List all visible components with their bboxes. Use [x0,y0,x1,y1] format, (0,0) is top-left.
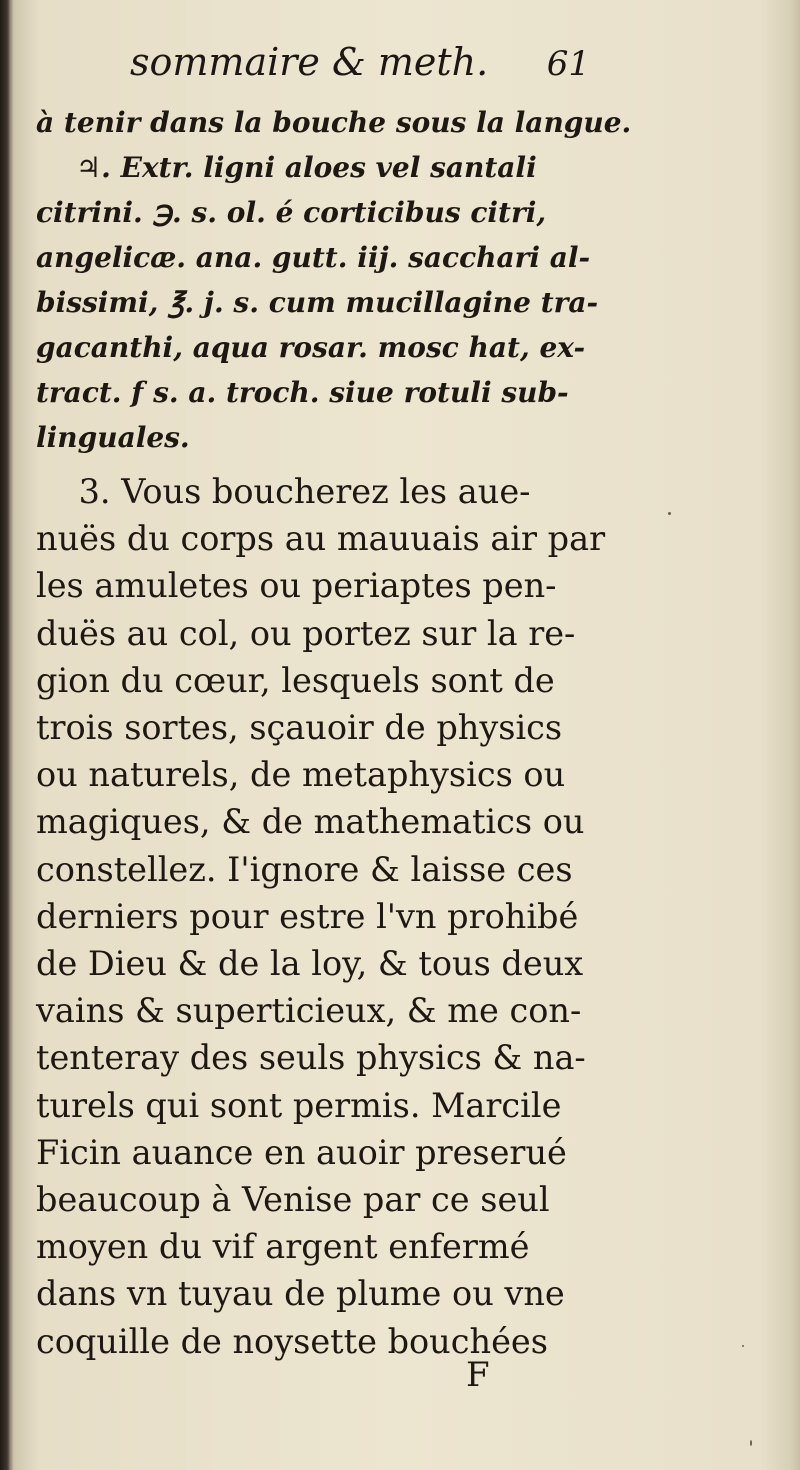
body-line: ou naturels, de metaphysics ou [36,755,566,795]
recipe-line: angelicæ. ana. gutt. iij. sacchari al- [36,241,591,274]
body-line: constellez. I'ignore & laisse ces [36,849,573,889]
binding-gutter [0,0,10,1470]
page-header [130,40,590,100]
body-line: turels qui sont permis. Marcile [36,1085,562,1125]
recipe-line: ♃. Extr. ligni aloes vel santali [76,151,537,184]
body-line: de Dieu & de la loy, & tous deux [36,944,584,984]
body-line: vains & superticieux, & me con- [36,991,582,1031]
recipe-line: citrini. ℈. s. ol. é corticibus citri, [36,196,547,229]
body-line: Ficin auance en auoir preserué [36,1132,567,1172]
recipe-line: bissimi, ℥. j. s. cum mucillagine tra- [36,286,599,319]
body-line: 3. Vous boucherez les aue- [36,472,531,511]
body-paragraph [36,468,606,1365]
body-line: duës au col, ou portez sur la re- [36,613,576,653]
body-line: gion du cœur, lesquels sont de [36,660,555,700]
recipe-line: à tenir dans la bouche sous la langue. [36,106,632,139]
paper-speck [750,1440,752,1446]
body-line: tenteray des seuls physics & na- [36,1038,586,1078]
body-line: magiques, & de mathematics ou [36,802,585,842]
body-line: derniers pour estre l'vn prohibé [36,896,579,936]
body-line: dans vn tuyau de plume ou vne [36,1274,565,1314]
recipe-line: linguales. [36,421,190,454]
page-number: 61 [546,44,590,84]
body-line: coquille de noysette bouchées [36,1321,548,1361]
body-line: trois sortes, sçauoir de physics [36,708,563,748]
running-head: sommaire & meth. [130,40,489,84]
body-line: beaucoup à Venise par ce seul [36,1180,550,1220]
recipe-line: tract. f s. a. troch. siue rotuli sub- [36,376,569,409]
paper-speck [742,1345,744,1347]
body-line: nuës du corps au mauuais air par [36,519,606,559]
paper-speck [668,512,671,515]
recipe-line: gacanthi, aqua rosar. mosc hat, ex- [36,331,586,364]
body-line: les amuletes ou periaptes pen- [36,566,557,606]
body-line: moyen du vif argent enfermé [36,1227,530,1267]
signature-mark: F [466,1355,490,1395]
recipe-block [36,100,632,460]
